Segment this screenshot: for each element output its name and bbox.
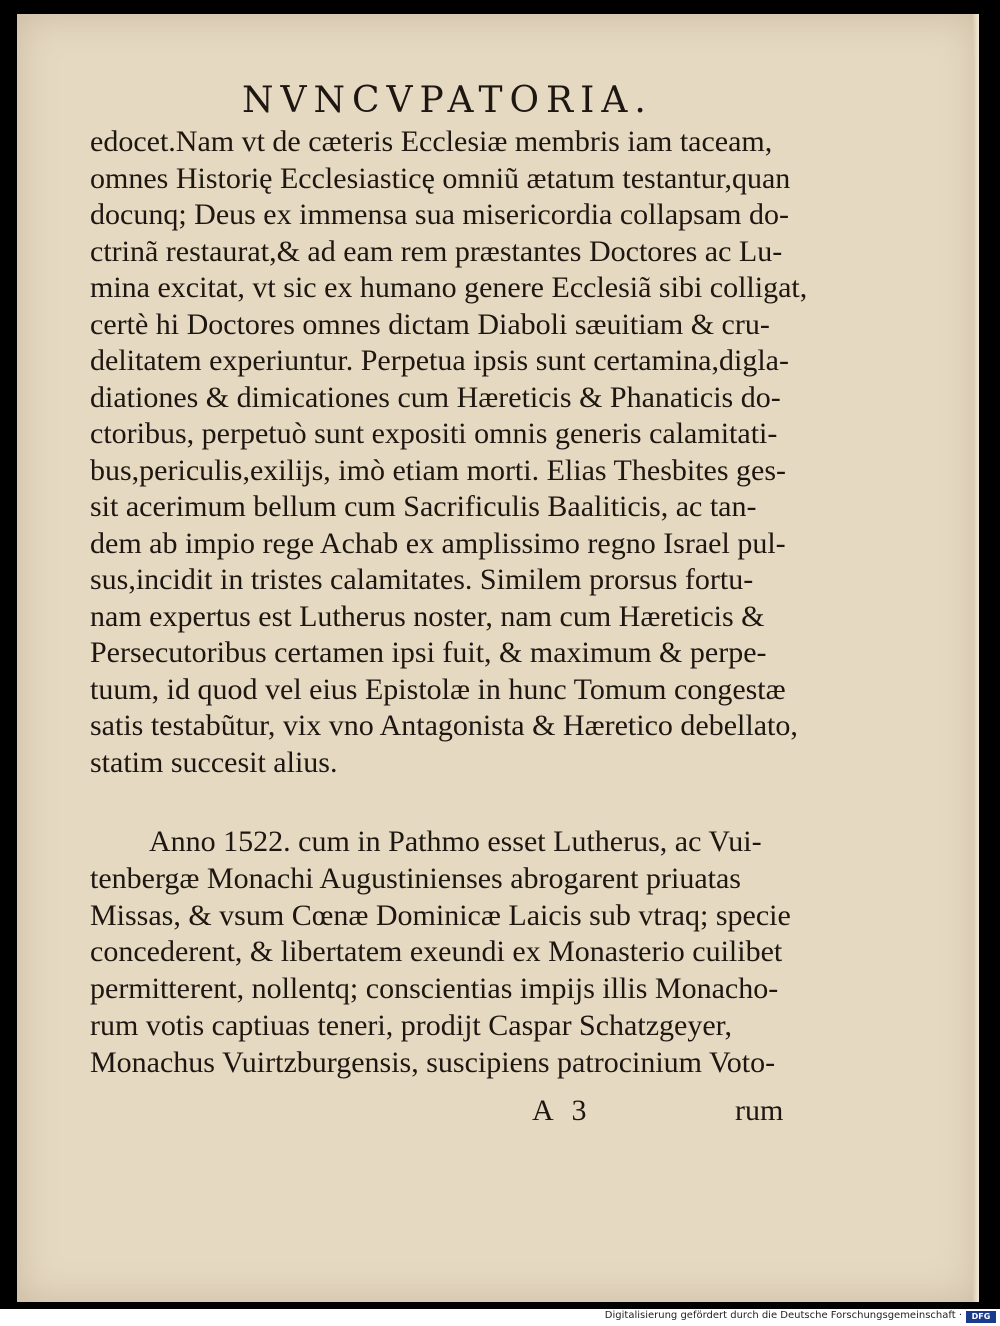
text-line: Persecutoribus certamen ipsi fuit, & maximum & perpe- bbox=[90, 636, 767, 669]
book-page bbox=[17, 14, 979, 1302]
dfg-logo: DFG bbox=[966, 1311, 996, 1323]
text-line: tuum, id quod vel eius Epistolæ in hunc Tomum congestæ bbox=[90, 672, 786, 706]
catchword: rum bbox=[735, 1094, 784, 1127]
text-line: rum votis captiuas teneri, prodijt Caspar Schatzgeyer, bbox=[90, 1008, 732, 1042]
text-line: tenbergæ Monachi Augustinienses abrogarent priuatas bbox=[90, 861, 741, 895]
text-line: nam expertus est Lutherus noster, nam cum Hæreticis & bbox=[90, 599, 765, 633]
text-line: bus,periculis,exilijs, imò etiam morti. Elias Thesbites ges- bbox=[90, 453, 787, 487]
text-line: satis testabũtur, vix vno Antagonista & Hæretico debellato, bbox=[90, 709, 798, 742]
text-line: statim succesit alius. bbox=[90, 745, 338, 779]
paragraph-2 bbox=[90, 824, 830, 1082]
text-line: ctoribus, perpetuò sunt expositi omnis generis calamitati- bbox=[90, 417, 778, 450]
text-line: docunq; Deus ex immensa sua misericordia collapsam do- bbox=[90, 198, 789, 231]
text-line: Missas, & vsum Cœnæ Dominicæ Laicis sub vtraq; specie bbox=[90, 898, 791, 932]
running-header: NVNCVPATORIA. bbox=[242, 80, 653, 121]
text-line: Anno 1522. cum in Pathmo esset Lutherus, ac Vui- bbox=[149, 825, 762, 858]
signature-mark: A 3 bbox=[532, 1094, 593, 1127]
text-line: edocet.Nam vt de cæteris Ecclesiæ membris iam taceam, bbox=[90, 125, 773, 158]
text-line: Monachus Vuirtzburgensis, suscipiens patrocinium Voto- bbox=[90, 1045, 776, 1079]
funding-credit: Digitalisierung gefördert durch die Deutsche Forschungsgemeinschaft · bbox=[604, 1310, 962, 1321]
text-line: concederent, & libertatem exeundi ex Monasterio cuilibet bbox=[90, 935, 783, 969]
text-line: dem ab impio rege Achab ex amplissimo regno Israel pul- bbox=[90, 526, 786, 560]
text-line: sit acerimum bellum cum Sacrificulis Baaliticis, ac tan- bbox=[90, 490, 757, 523]
text-line: mina excitat, vt sic ex humano genere Ecclesiã sibi colligat, bbox=[90, 271, 808, 304]
text-line: certè hi Doctores omnes dictam Diaboli sæuitiam & cru- bbox=[90, 307, 770, 341]
text-line: sus,incidit in tristes calamitates. Similem prorsus fortu- bbox=[90, 563, 754, 596]
paragraph-1 bbox=[90, 124, 830, 781]
text-line: permitterent, nollentq; conscientias impijs illis Monacho- bbox=[90, 972, 779, 1006]
text-line: delitatem experiuntur. Perpetua ipsis sunt certamina,digla- bbox=[90, 344, 789, 377]
text-line: omnes Historię Ecclesiasticę omniũ ætatum testantur,quan bbox=[90, 161, 791, 195]
text-line: diationes & dimicationes cum Hæreticis & Phanaticis do- bbox=[90, 380, 781, 414]
digitization-footer bbox=[0, 1309, 1000, 1326]
text-line: ctrinã restaurat,& ad eam rem præstantes Doctores ac Lu- bbox=[90, 234, 783, 268]
